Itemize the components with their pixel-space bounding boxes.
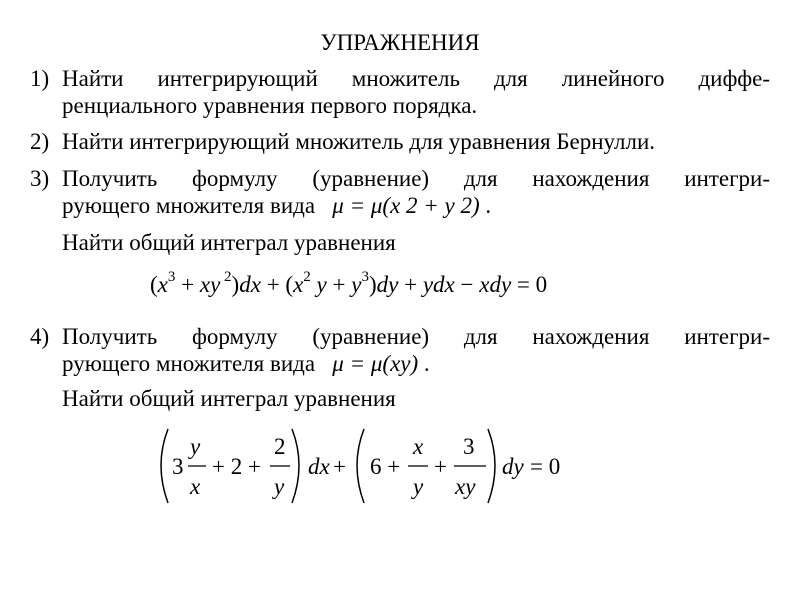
svg-text:y: y bbox=[413, 474, 424, 499]
svg-text:= 0: = 0 bbox=[530, 454, 561, 479]
svg-text:xy: xy bbox=[455, 474, 476, 499]
equation-1-text: ($x^3$ + xy $^2)dx + (x^2$ $y + y^3)dy$ + ydx − xdy = 0 bbox=[150, 269, 548, 297]
exercise-text-line1: Получить формулу (уравнение) для нахождения интегри- bbox=[62, 166, 770, 191]
exercise-number: 4) bbox=[30, 324, 50, 349]
page-title: УПРАЖНЕНИЯ bbox=[320, 30, 480, 55]
right-paren bbox=[488, 429, 495, 503]
instruction-text: Найти общий интеграл уравнения bbox=[62, 230, 396, 255]
svg-text:3: 3 bbox=[463, 434, 475, 459]
left-paren bbox=[357, 429, 364, 503]
right-paren bbox=[292, 429, 299, 503]
svg-text:6 +: 6 + bbox=[370, 454, 401, 479]
exercise-text: рующего множителя вида bbox=[62, 193, 316, 218]
equation-1 bbox=[150, 262, 670, 302]
exercise-text: рующего множителя вида bbox=[62, 351, 316, 376]
svg-text:2: 2 bbox=[274, 434, 286, 459]
exercise-number: 2) bbox=[30, 129, 50, 154]
exercise-text-line2: ренциального уравнения первого порядка. bbox=[62, 93, 478, 118]
period: . bbox=[485, 193, 492, 218]
exercise-number: 3) bbox=[30, 166, 50, 191]
period: . bbox=[423, 351, 430, 376]
svg-text:+: + bbox=[333, 454, 346, 479]
svg-text:x: x bbox=[190, 474, 201, 499]
exercise-text-line1: Получить формулу (уравнение) для нахождения интегри- bbox=[62, 324, 770, 349]
exercise-text-line2 bbox=[62, 350, 770, 377]
exercise-3 bbox=[30, 165, 770, 219]
svg-text:dy: dy bbox=[502, 454, 524, 479]
formula-mu-x2-y2: μ = μ(x 2 + y 2) bbox=[332, 193, 480, 218]
svg-text:+ 2 +: + 2 + bbox=[212, 454, 261, 479]
exercise-number: 1) bbox=[30, 66, 50, 91]
exercise-text-line1: Найти интегрирующий множитель для линейного диффе- bbox=[62, 66, 770, 91]
exercise-1 bbox=[30, 65, 770, 119]
svg-text:3: 3 bbox=[172, 454, 184, 479]
left-paren bbox=[161, 429, 168, 503]
svg-text:x: x bbox=[413, 434, 424, 459]
svg-text:+: + bbox=[434, 454, 447, 479]
svg-text:y: y bbox=[274, 474, 285, 499]
svg-text:y: y bbox=[190, 434, 201, 459]
exercise-4 bbox=[30, 323, 770, 377]
exercise-2 bbox=[30, 128, 770, 155]
exercise-text-line2 bbox=[62, 192, 770, 219]
instruction-text: Найти общий интеграл уравнения bbox=[62, 386, 396, 411]
equation-2 bbox=[150, 425, 590, 510]
formula-mu-xy: μ = μ(xy) bbox=[332, 351, 419, 376]
svg-text:dx: dx bbox=[308, 454, 330, 479]
exercise-text-line1: Найти интегрирующий множитель для уравнения Бернулли. bbox=[62, 129, 656, 154]
